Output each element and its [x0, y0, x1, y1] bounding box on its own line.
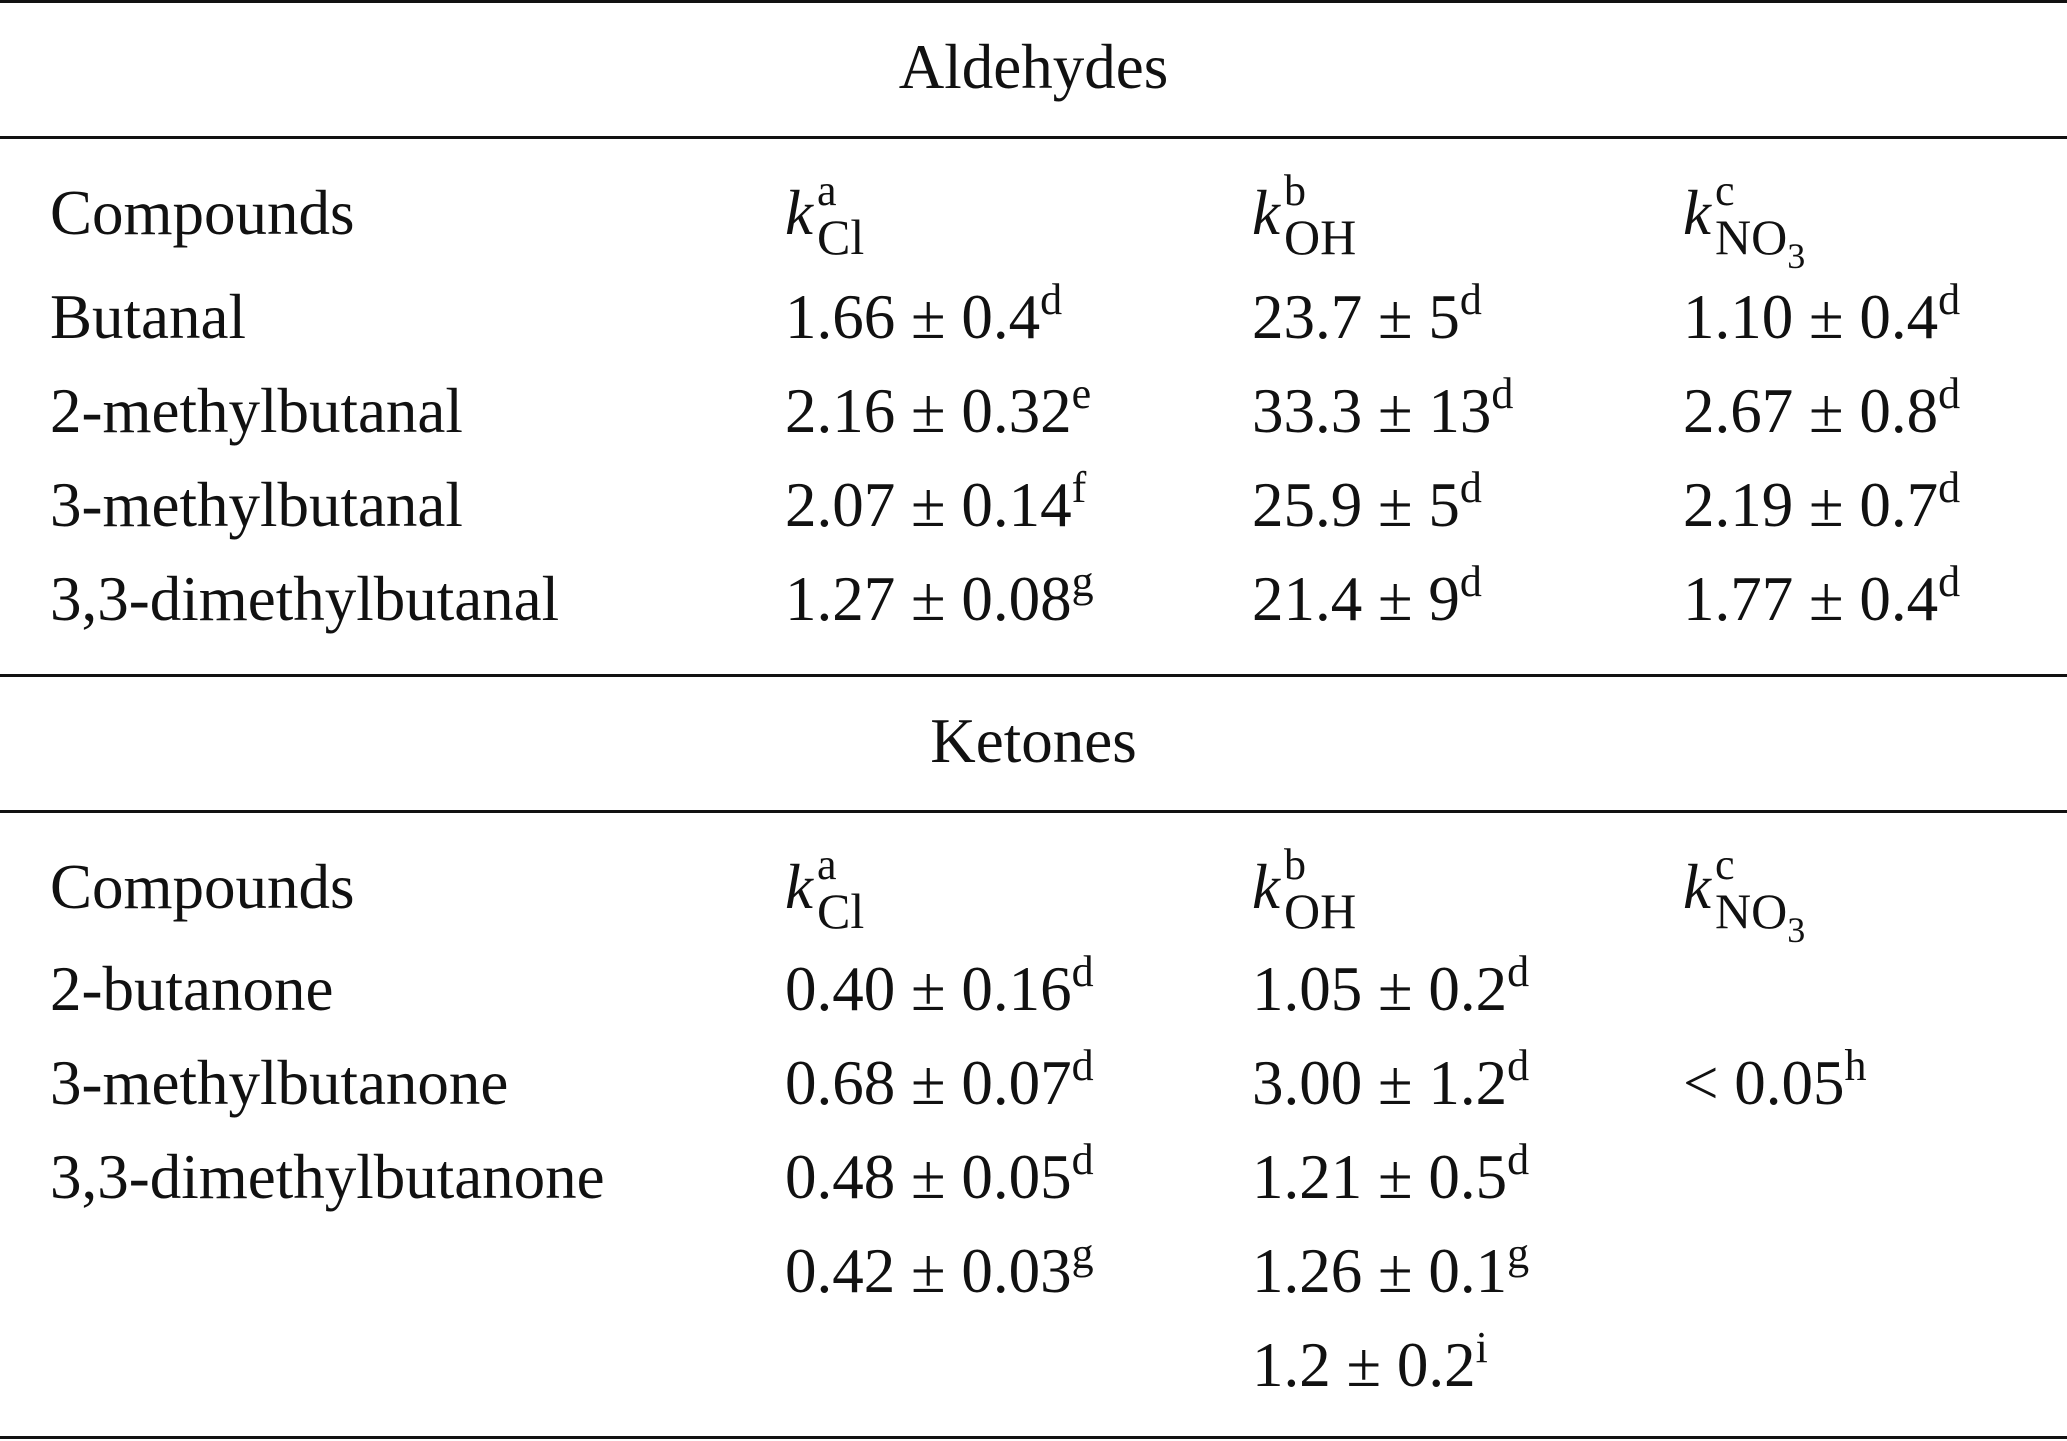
value: 21.4 ± 9 [1252, 564, 1460, 634]
subscript: Cl [816, 883, 865, 939]
subscript-text: NO [1714, 883, 1788, 939]
header-compounds: Compounds [50, 852, 355, 922]
value: 0.48 ± 0.05 [785, 1142, 1072, 1212]
footnote-mark: a [816, 166, 837, 215]
value: 3.00 ± 1.2 [1252, 1048, 1508, 1118]
footnote-mark: b [1283, 166, 1306, 215]
table-cell-kcl [785, 1229, 1094, 1313]
table-cell-kcl [785, 1135, 1094, 1219]
bottom-rule [0, 1436, 2067, 1439]
table-row-name: 3,3-dimethylbutanal [50, 564, 560, 634]
section-title-aldehydes: Aldehydes [898, 32, 1169, 102]
table-row-name: 3-methylbutanone [50, 1048, 509, 1118]
table-cell-koh [1252, 369, 1514, 453]
value: 1.05 ± 0.2 [1252, 954, 1508, 1024]
value: 25.9 ± 5 [1252, 470, 1460, 540]
footnote-mark: g [1507, 1229, 1530, 1278]
table-cell-kcl [785, 947, 1094, 1031]
section-rule-aldehydes [0, 136, 2067, 139]
header-k-oh [1252, 840, 1400, 939]
table-cell-kno3 [1683, 1041, 1867, 1125]
subscript-index: 3 [1787, 236, 1806, 276]
table-row-name: 3-methylbutanal [50, 470, 463, 540]
value: 1.66 ± 0.4 [785, 282, 1041, 352]
footnote-mark: d [1938, 369, 1961, 418]
footnote-mark: d [1071, 1041, 1094, 1090]
subscript [1715, 202, 1805, 277]
value: 1.21 ± 0.5 [1252, 1142, 1508, 1212]
value: 0.68 ± 0.07 [785, 1048, 1072, 1118]
footnote-mark: d [1938, 275, 1961, 324]
table-cell-koh [1252, 275, 1482, 359]
value: 1.27 ± 0.08 [785, 564, 1072, 634]
k-symbol: k [1683, 178, 1711, 248]
table-cell-koh [1252, 947, 1530, 1031]
value: 23.7 ± 5 [1252, 282, 1460, 352]
header-k-no3 [1683, 166, 1831, 276]
value: 2.07 ± 0.14 [785, 470, 1072, 540]
header-k-cl [785, 840, 933, 939]
table-row-name: 2-methylbutanal [50, 376, 463, 446]
footnote-mark: a [816, 840, 837, 889]
table-cell-kcl [785, 275, 1063, 359]
table-cell-kno3 [1683, 463, 1961, 547]
value: 0.42 ± 0.03 [785, 1236, 1072, 1306]
section-rule-ketones [0, 810, 2067, 813]
value: < 0.05 [1683, 1048, 1845, 1118]
subscript: OH [1283, 209, 1357, 265]
footnote-mark: d [1507, 1041, 1530, 1090]
footnote-mark: d [1459, 557, 1482, 606]
table-cell-koh [1252, 1229, 1530, 1313]
value: 2.16 ± 0.32 [785, 376, 1072, 446]
footnote-mark: h [1844, 1041, 1867, 1090]
top-rule [0, 0, 2067, 3]
footnote-mark: b [1283, 840, 1306, 889]
table-cell-koh [1252, 1323, 1488, 1407]
section-title-ketones: Ketones [930, 706, 1137, 776]
footnote-mark: d [1071, 947, 1094, 996]
table-row-name: Butanal [50, 282, 246, 352]
subscript: OH [1283, 883, 1357, 939]
table-cell-kno3 [1683, 369, 1961, 453]
k-symbol: k [1252, 852, 1280, 922]
header-k-no3 [1683, 840, 1831, 950]
k-symbol: k [785, 178, 813, 248]
header-k-cl [785, 166, 933, 265]
k-symbol: k [1252, 178, 1280, 248]
footnote-mark: d [1071, 1135, 1094, 1184]
value: 1.26 ± 0.1 [1252, 1236, 1508, 1306]
table-cell-kcl [785, 1041, 1094, 1125]
table-cell-koh [1252, 1135, 1530, 1219]
header-compounds: Compounds [50, 178, 355, 248]
footnote-mark: c [1714, 166, 1735, 215]
footnote-mark: g [1071, 557, 1094, 606]
table-cell-kno3 [1683, 275, 1961, 359]
value: 2.19 ± 0.7 [1683, 470, 1939, 540]
value: 1.77 ± 0.4 [1683, 564, 1939, 634]
table-row-name: 2-butanone [50, 954, 334, 1024]
value: 0.40 ± 0.16 [785, 954, 1072, 1024]
footnote-mark: d [1491, 369, 1514, 418]
footnote-mark: g [1071, 1229, 1094, 1278]
footnote-mark: d [1459, 463, 1482, 512]
footnote-mark: d [1040, 275, 1063, 324]
table-cell-koh [1252, 557, 1482, 641]
subscript-index: 3 [1787, 910, 1806, 950]
footnote-mark: d [1507, 1135, 1530, 1184]
footnote-mark: d [1938, 463, 1961, 512]
subscript [1715, 876, 1805, 951]
footnote-mark: f [1071, 463, 1087, 512]
footnote-mark: d [1507, 947, 1530, 996]
subscript: Cl [816, 209, 865, 265]
footnote-mark: i [1475, 1323, 1488, 1372]
footnote-mark: d [1938, 557, 1961, 606]
footnote-mark: d [1459, 275, 1482, 324]
value: 1.2 ± 0.2 [1252, 1330, 1476, 1400]
table-row-name: 3,3-dimethylbutanone [50, 1142, 605, 1212]
table-cell-koh [1252, 1041, 1530, 1125]
table-cell-kcl [785, 369, 1092, 453]
table-cell-kno3 [1683, 557, 1961, 641]
footnote-mark: c [1714, 840, 1735, 889]
k-symbol: k [785, 852, 813, 922]
table-cell-kcl [785, 557, 1094, 641]
header-k-oh [1252, 166, 1400, 265]
footnote-mark: e [1071, 369, 1092, 418]
table-cell-koh [1252, 463, 1482, 547]
value: 33.3 ± 13 [1252, 376, 1492, 446]
subscript-text: NO [1714, 209, 1788, 265]
table-cell-kcl [785, 463, 1087, 547]
k-symbol: k [1683, 852, 1711, 922]
value: 1.10 ± 0.4 [1683, 282, 1939, 352]
value: 2.67 ± 0.8 [1683, 376, 1939, 446]
section-divider [0, 674, 2067, 677]
